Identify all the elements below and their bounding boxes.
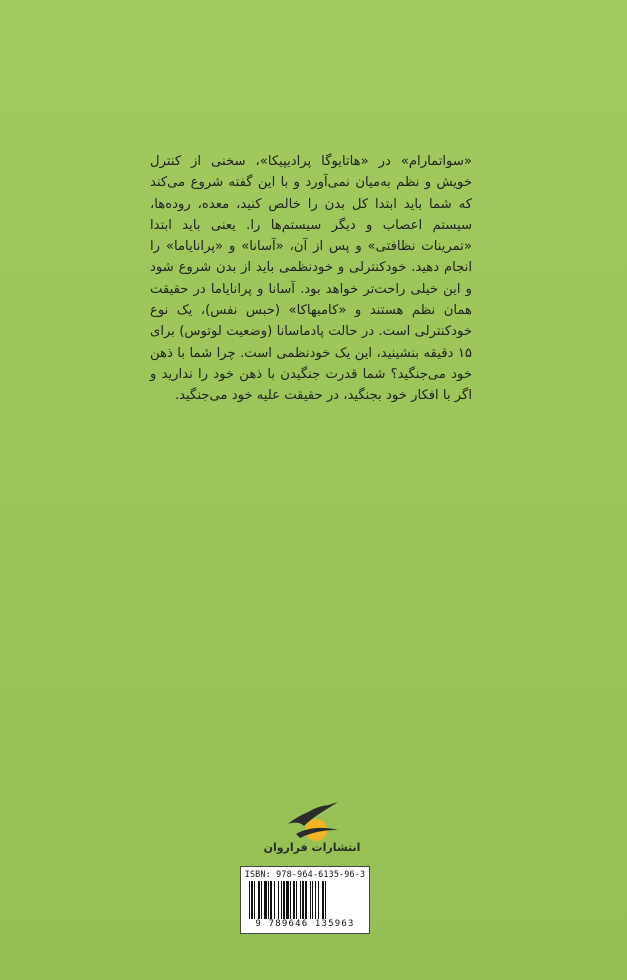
- barcode-bar: [286, 881, 289, 919]
- isbn-label: ISBN: 978-964-6135-96-3: [244, 869, 366, 879]
- barcode-bar: [290, 881, 291, 919]
- barcode-bar: [315, 881, 316, 919]
- barcode-bar: [300, 881, 301, 919]
- barcode-bar: [268, 881, 269, 919]
- barcode-digits: 9 789646 135963: [255, 919, 355, 929]
- barcode-bar: [312, 881, 313, 919]
- barcode-bar: [249, 881, 250, 919]
- barcode-bar: [254, 881, 255, 919]
- barcode-bar: [270, 881, 272, 919]
- bird-sun-logo-icon: [282, 800, 344, 844]
- barcode-bar: [296, 881, 297, 919]
- barcode-bar: [305, 881, 307, 919]
- barcode-bar: [251, 881, 253, 919]
- barcode-bar: [318, 881, 319, 919]
- publisher-logo: [268, 800, 358, 864]
- blurb-text: [150, 151, 472, 407]
- barcode-bars: [249, 881, 361, 919]
- barcode-bar: [274, 881, 275, 919]
- barcode-bar: [283, 881, 285, 919]
- barcode-bar: [264, 881, 267, 919]
- barcode-bar: [258, 881, 260, 919]
- barcode-bar: [278, 881, 279, 919]
- barcode-bar: [310, 881, 311, 919]
- barcode-bar: [281, 881, 282, 919]
- barcode: [240, 866, 370, 934]
- publisher-name: انتشارات فراروان: [263, 841, 361, 854]
- blurb-paragraph: «سواتمارام» در «هاتایوگا پرادیپیکا»، سخنی از کنترل خویش و نظم به‌میان نمی‌آورد و با این گفته شروع می‌کند که شما باید ابتدا کل بدن را خالص کنید، معده، روده‌ها، سیستم اعصاب و دیگر سیستم‌ها را. یعنی باید ابتدا «تمرینات نظافتی» و پس از آن، «آسانا» و «پرانایاما» را انجام دهید. خودکنترلی و خودنظمی باید از بدن شروع شود و این خیلی راحت‌تر خواهد بود. آسانا و پرانایاما در حقیقت همان نظم هستند و «کامبهاکا» (حبس نفس)، یک نوع خودکنترلی است. در حالت پادماسانا (وضعیت لوتوس) برای ۱۵ دقیقه بنشینید، این یک خودنظمی است. چرا شما با ذهن خود می‌جنگید؟ شما قدرت جنگیدن با ذهن خود را ندارید و اگر با افکار خود بجنگید، در حقیقت علیه خود می‌جنگید.: [150, 154, 472, 404]
- barcode-bar: [322, 881, 324, 919]
- barcode-bar: [302, 881, 304, 919]
- barcode-bar: [325, 881, 326, 919]
- barcode-bar: [293, 881, 295, 919]
- barcode-bar: [261, 881, 262, 919]
